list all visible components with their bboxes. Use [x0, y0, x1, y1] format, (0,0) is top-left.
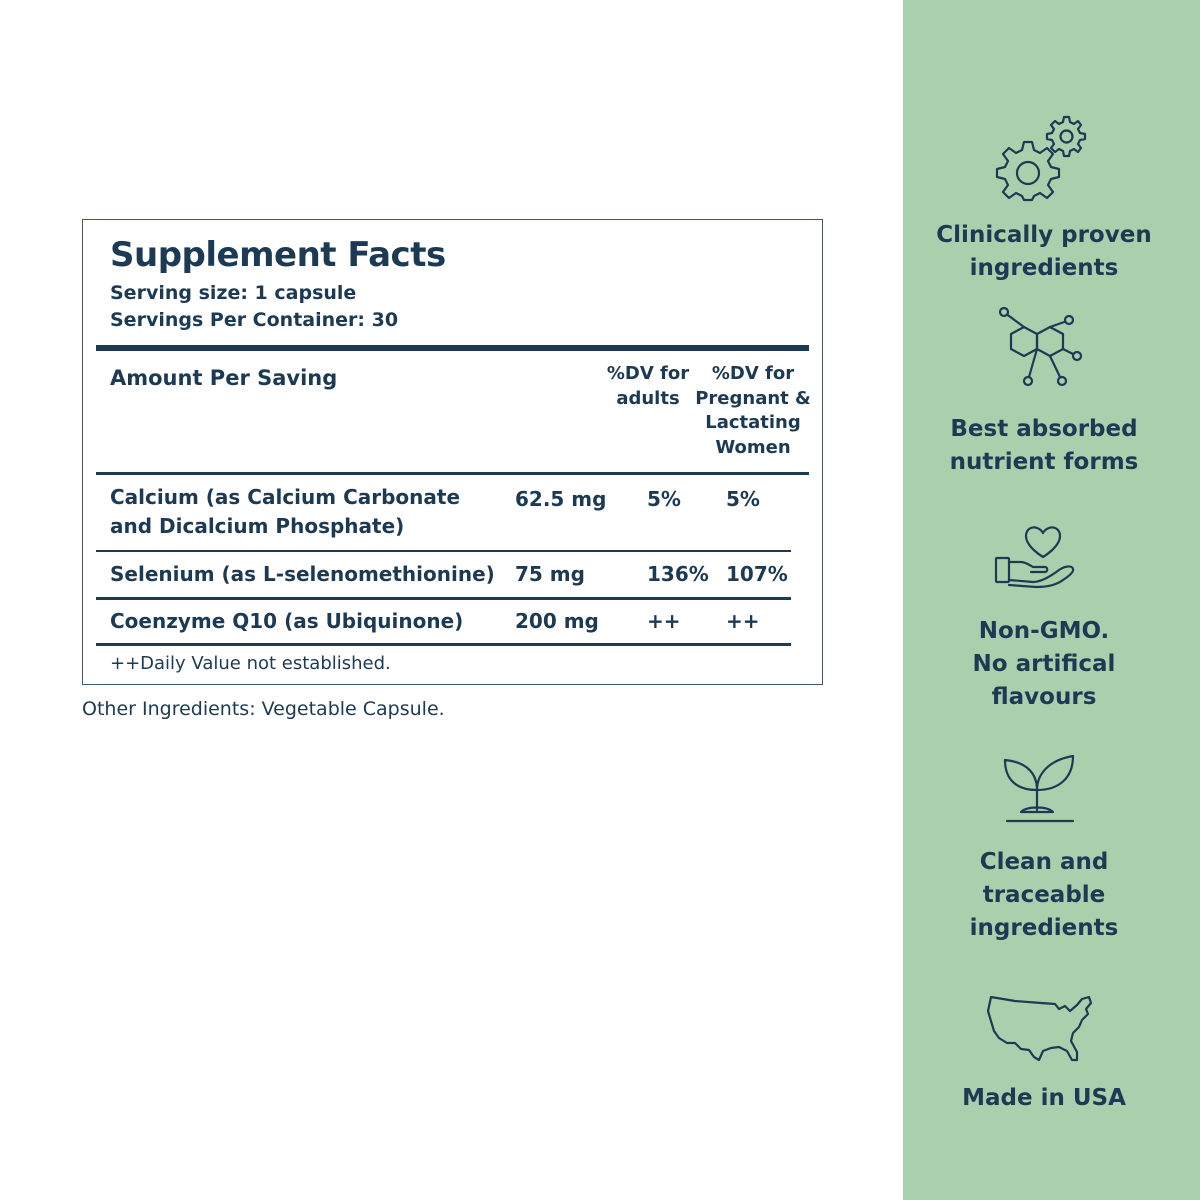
supplement-facts-panel	[82, 219, 823, 685]
molecule-icon	[997, 305, 1083, 391]
serving-size: Serving size: 1 capsule	[110, 282, 357, 304]
sprout-icon	[1001, 752, 1079, 826]
nutrient-dv-pregnant: 107%	[726, 562, 788, 586]
benefits-panel	[903, 0, 1200, 1200]
dv-adults-header: %DV for adults	[606, 363, 690, 409]
row-divider	[96, 597, 791, 600]
nutrient-dv-adults: 5%	[647, 487, 681, 511]
thick-divider	[96, 345, 809, 351]
nutrient-dv-pregnant: ++	[726, 609, 760, 633]
nutrient-amount: 75 mg	[515, 562, 585, 586]
dv-pregnant-header: %DV for Pregnant & Lactating Women	[695, 363, 811, 458]
nutrient-name: Coenzyme Q10 (as Ubiquinone)	[110, 609, 464, 633]
other-ingredients: Other Ingredients: Vegetable Capsule.	[82, 698, 445, 720]
nutrient-amount: 62.5 mg	[515, 487, 607, 511]
gears-icon	[989, 112, 1089, 202]
nutrient-dv-adults: ++	[647, 609, 681, 633]
nutrient-name: Selenium (as L-selenomethionine)	[110, 562, 495, 586]
feature-label: Best absorbed nutrient forms	[949, 416, 1139, 475]
row-divider	[96, 550, 791, 552]
feature-label: Clinically proven ingredients	[936, 222, 1152, 281]
nutrient-amount: 200 mg	[515, 609, 599, 633]
amount-per-serving-header: Amount Per Saving	[110, 366, 338, 390]
daily-value-footnote: ++Daily Value not established.	[110, 653, 391, 674]
nutrient-dv-adults: 136%	[647, 562, 709, 586]
heart-hand-icon	[993, 525, 1079, 589]
feature-label: Clean and traceable ingredients	[969, 849, 1119, 941]
feature-label: Made in USA	[962, 1085, 1126, 1111]
nutrient-dv-pregnant: 5%	[726, 487, 760, 511]
nutrient-name: Calcium (as Calcium Carbonate and Dicalcium Phosphate)	[110, 485, 461, 538]
facts-title: Supplement Facts	[110, 235, 446, 275]
usa-map-icon	[985, 993, 1095, 1067]
header-divider	[96, 472, 809, 475]
row-divider	[96, 643, 791, 646]
feature-label: Non-GMO. No artifical flavours	[972, 618, 1116, 710]
servings-per-container: Servings Per Container: 30	[110, 309, 399, 331]
